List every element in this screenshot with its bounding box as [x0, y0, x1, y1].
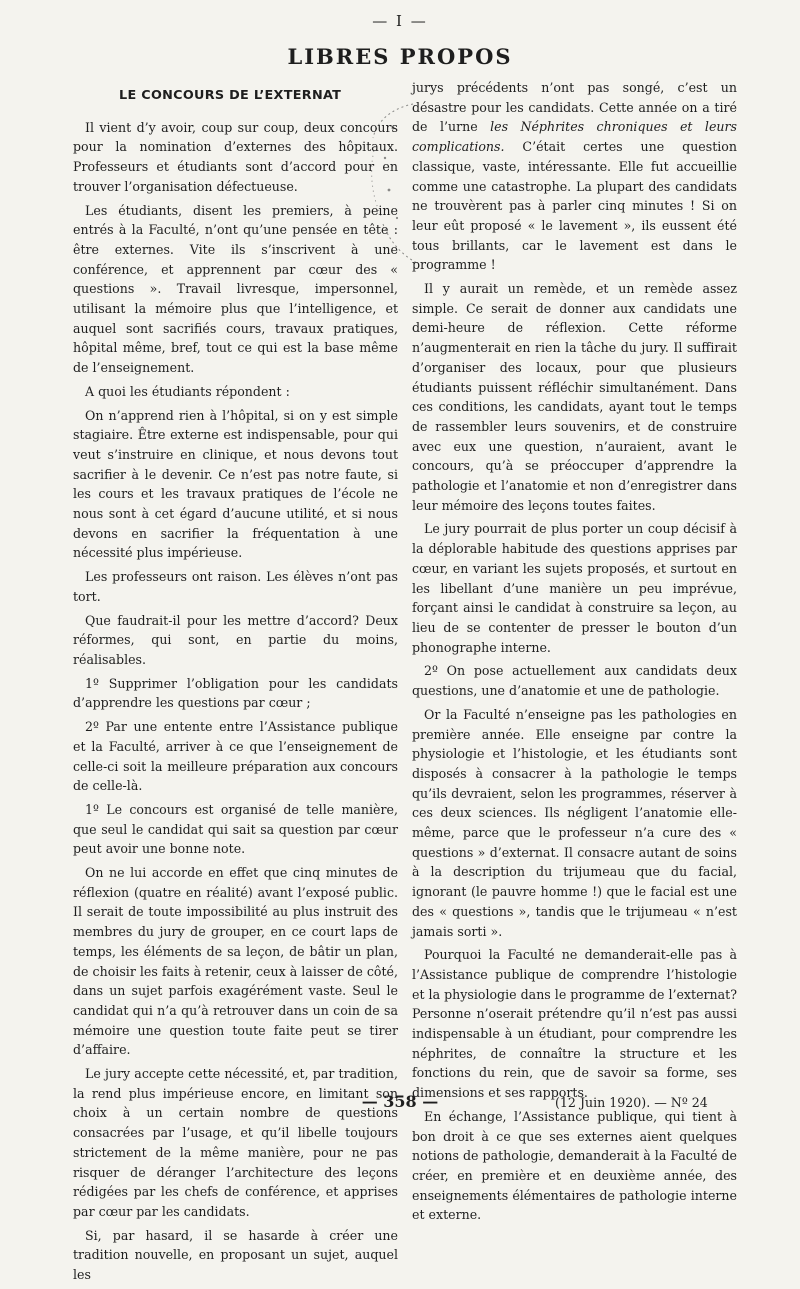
paragraph: 2º On pose actuellement aux candidats deux questions, une d’anatomie et une de pathologie. [412, 663, 737, 699]
paragraph: Le jury accepte cette nécessité, et, par tradition, la rend plus impérieuse encore, en limitant son choix à un certain nombre de questions consacrées par l’usage, et qu’il libelle toujours strictement de la même manière, pour ne pas risquer de déranger l’architecture des leçons rédigées par les chefs de conférence, et apprises par cœur par les candidats. [73, 1066, 398, 1219]
exam-question-italic: les Néphrites chroniques et leurs complications. [412, 119, 737, 155]
paragraph: Que faudrait-il pour les mettre d’accord? Deux réformes, qui sont, en partie du moins, réalisables. [73, 612, 398, 667]
paragraph: On n’apprend rien à l’hôpital, si on y est simple stagiaire. Être externe est indispensable, pour qui veut s’instruire en clinique, et nous devons tout sacrifier à le devenir. Ce n’est pas notre faute, si les cours et les travaux pratiques de l’école ne nous sont à cet égard d’aucune utilité, et si nous devons en sacrifier la fréquentation à une nécessité plus impérieuse. [73, 407, 398, 561]
paragraph: Or la Faculté n’enseigne pas les pathologies en première année. Elle enseigne par contre la physiologie et l’histologie, et les étudiants sont disposés à consacrer à la pathologie le temps qu’ils devraient, selon les programmes, réserver à ces deux sciences. Ils négligent l’anatomie elle-même, parce que le professeur n’a cure des « questions » d’externat. Il consacre autant de soins à la description du trijumeau que du facial, ignorant (le pauvre homme !) que le facial est une des « questions », tandis que le trijumeau « n’est jamais sorti ». [412, 706, 737, 939]
paragraph: 1º Supprimer l’obligation pour les candidats d’apprendre les questions par cœur ; [73, 675, 398, 711]
issue-date: (12 Juin 1920). — Nº 24 [555, 1095, 708, 1110]
paragraph: Pourquoi la Faculté ne demanderait-elle pas à l’Assistance publique de comprendre l’histologie et la physiologie dans le programme de l’externat? Personne n’oserait prétendre qu’il n’est pas aussi indispensable à un étudiant, pour comprendre les néphrites, de connaître la structure et les fonctions du rein, que de savoir sa forme, ses dimensions et ses rapports. [412, 947, 737, 1101]
paragraph: Il y aurait un remède, et un remède assez simple. Ce serait de donner aux candidats une demi-heure de réflexion. Cette réforme n’augmenterait en rien la tâche du jury. Il suffirait d’organiser des locaux, pour que plusieurs étudiants puissent réfléchir simultanément. Dans ces conditions, les candidats, ayant tout le temps de rassembler leurs souvenirs, et de construire avec eux une question, n’auraient, avant le concours, qu’à se préoccuper d’apprendre la pathologie et l’anatomie et non d’enregistrer dans leur mémoire des leçons toutes faites. [412, 281, 737, 513]
paragraph: En échange, l’Assistance publique, qui tient à bon droit à ce que ses externes aient quelques notions de pathologie, demanderait à la Faculté de créer, en première et en deuxième année, des enseignements élémentaires de pathologie interne et externe. [412, 1108, 737, 1223]
section-title: LE CONCOURS DE L’EXTERNAT [119, 88, 342, 103]
right-column [412, 78, 737, 1229]
page-number: — 358 — [361, 1092, 439, 1111]
page-title: LIBRES PROPOS [287, 44, 513, 69]
text-run: jurys précédents n’ont pas songé, c’est un désastre pour les candidats. Cette année on a tiré de l’urne [412, 80, 737, 135]
paragraph: Les étudiants, disent les premiers, à peine entrés à la Faculté, n’ont qu’une pensée en tête : être externes. Vite ils s’inscrivent à une conférence, et apprennent par cœur des « questions ». Travail livresque, impersonnel, utilisant la mémoire plus que l’intelligence, et auquel sont sacrifiés cours, travaux pratiques, hôpital même, bref, tout ce qui est la base même de l’enseignement. [73, 202, 398, 376]
paragraph: Il vient d’y avoir, coup sur coup, deux concours pour la nomination d’externes des hôpitaux. Professeurs et étudiants sont d’accord pour en trouver l’organisation défectueuse. [73, 119, 398, 194]
paragraph: Les professeurs ont raison. Les élèves n’ont pas tort. [73, 569, 398, 604]
paragraph: 2º Par une entente entre l’Assistance publique et la Faculté, arriver à ce que l’enseignement de celle-ci soit la meilleure préparation aux concours de celle-là. [73, 719, 398, 794]
paragraph: On ne lui accorde en effet que cinq minutes de réflexion (quatre en réalité) avant l’exposé public. Il serait de toute impossibilité au plus instruit des membres du jury de grouper, en ce court laps de temps, les éléments de sa leçon, de bâtir un plan, de choisir les faits à retenir, ceux à laisser de côté, dans un sujet parfois exagérément vaste. Seul le candidat qui n’a qu’à retrouver dans un coin de sa mémoire une question toute faite peut se tirer d’affaire. [73, 865, 398, 1058]
running-page-marker: — I — [372, 12, 428, 30]
paragraph: 1º Le concours est organisé de telle manière, que seul le candidat qui sait sa question par cœur peut avoir une bonne note. [73, 801, 398, 857]
paragraph: Si, par hasard, il se hasarde à créer une tradition nouvelle, en proposant un sujet, auquel les [73, 1227, 398, 1283]
paragraph-continued [412, 78, 737, 275]
paragraph: Le jury pourrait de plus porter un coup décisif à la déplorable habitude des questions apprises par cœur, en variant les sujets proposés, et surtout en les libellant d’une manière un peu imprévue, forçant ainsi le candidat à construire sa leçon, au lieu de se contenter de presser le bouton d’un phonographe interne. [412, 521, 737, 655]
paragraph: A quoi les étudiants répondent : [85, 383, 290, 399]
text-run: C’était certes une question classique, vaste, intéressante. Elle fut accueillie comme une catastrophe. La plupart des candidats ne trouvèrent pas à parler cinq minutes ! Si on leur eût proposé « le lavement », ils eussent été tous brillants, car le lavement est dans le programme ! [412, 139, 737, 273]
